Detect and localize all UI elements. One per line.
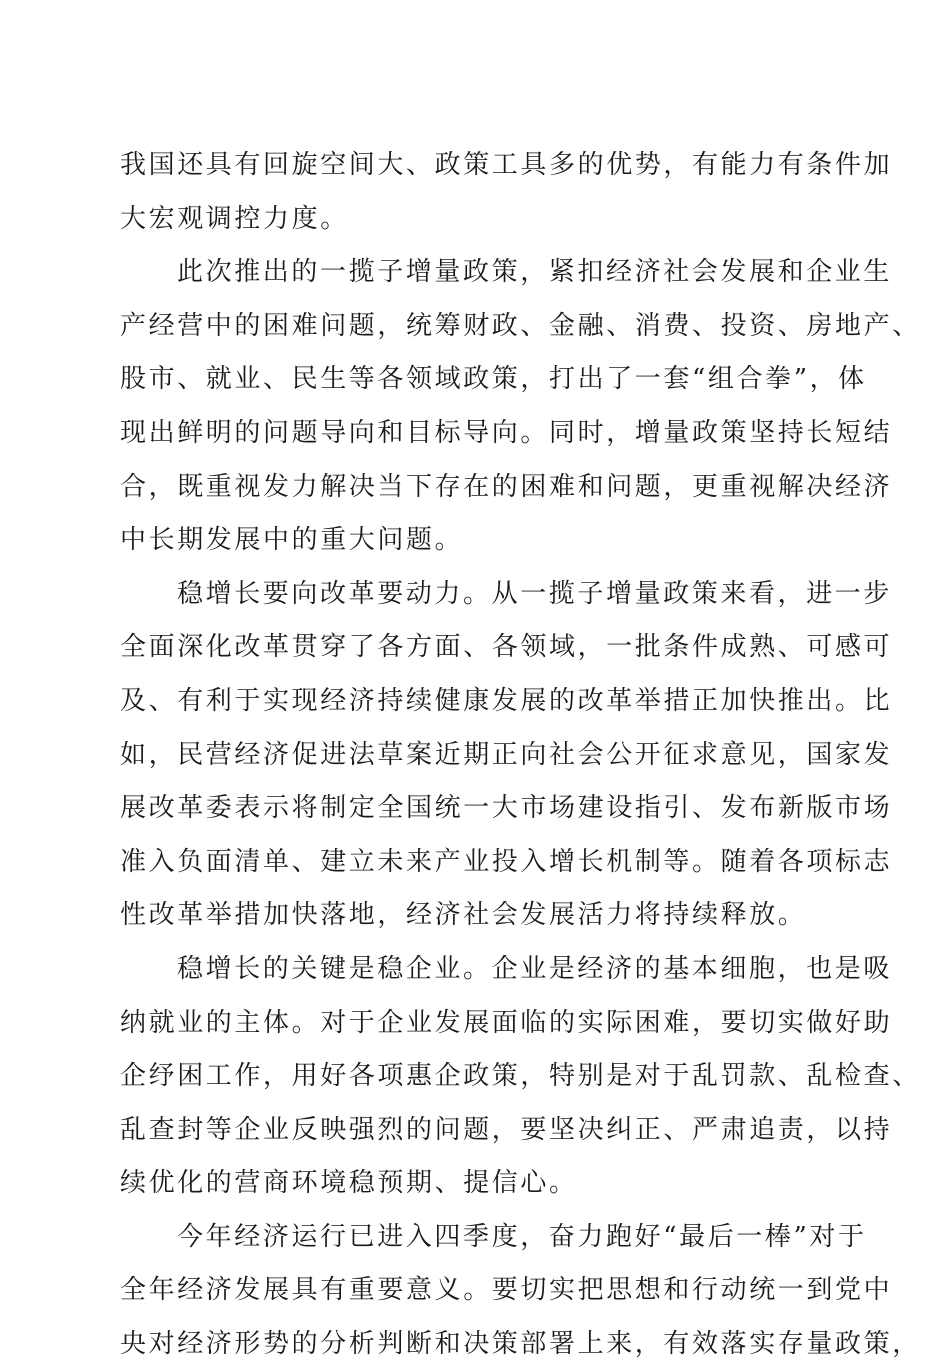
text-line: 性改革举措加快落地，经济社会发展活力将持续释放。 [120,900,807,931]
document-body [120,139,921,1372]
text-line: 全面深化改革贯穿了各方面、各领域，一批条件成熟、可感可 [120,632,893,663]
text-line: 央对经济形势的分析判断和决策部署上来，有效落实存量政策， [120,1329,921,1360]
paragraph [120,139,893,246]
text-line: 准入负面清单、建立未来产业投入增长机制等。随着各项标志 [120,846,893,877]
text-line: 我国还具有回旋空间大、政策工具多的优势，有能力有条件加 [120,150,893,180]
text-line: 今年经济运行已进入四季度，奋力跑好“最后一棒”对于 [177,1221,867,1252]
paragraph [120,1211,921,1372]
paragraph [120,943,921,1211]
text-line: 股市、就业、民生等各领域政策，打出了一套“组合拳”，体 [120,364,867,395]
text-line: 乱查封等企业反映强烈的问题，要坚决纠正、严肃追责，以持 [120,1114,893,1145]
text-line: 企纾困工作，用好各项惠企政策，特别是对于乱罚款、乱检查、 [120,1061,921,1092]
text-line: 此次推出的一揽子增量政策，紧扣经济社会发展和企业生 [177,257,893,288]
text-line: 续优化的营商环境稳预期、提信心。 [120,1168,578,1199]
text-line: 中长期发展中的重大问题。 [120,525,464,556]
text-line: 及、有利于实现经济持续健康发展的改革举措正加快推出。比 [120,685,893,716]
text-line: 如，民营经济促进法草案近期正向社会公开征求意见，国家发 [120,739,893,770]
text-line: 稳增长的关键是稳企业。企业是经济的基本细胞，也是吸 [177,953,893,984]
paragraph [120,568,893,943]
text-line: 全年经济发展具有重要意义。要切实把思想和行动统一到党中 [120,1275,893,1306]
text-line: 展改革委表示将制定全国统一大市场建设指引、发布新版市场 [120,793,893,824]
paragraph [120,246,921,568]
text-line: 现出鲜明的问题导向和目标导向。同时，增量政策坚持长短结 [120,417,893,448]
text-line: 产经营中的困难问题，统筹财政、金融、消费、投资、房地产、 [120,310,921,341]
text-line: 大宏观调控力度。 [120,203,349,234]
text-line: 合，既重视发力解决当下存在的困难和问题，更重视解决经济 [120,471,893,502]
text-line: 纳就业的主体。对于企业发展面临的实际困难，要切实做好助 [120,1007,893,1038]
text-line: 稳增长要向改革要动力。从一揽子增量政策来看，进一步 [177,578,893,609]
